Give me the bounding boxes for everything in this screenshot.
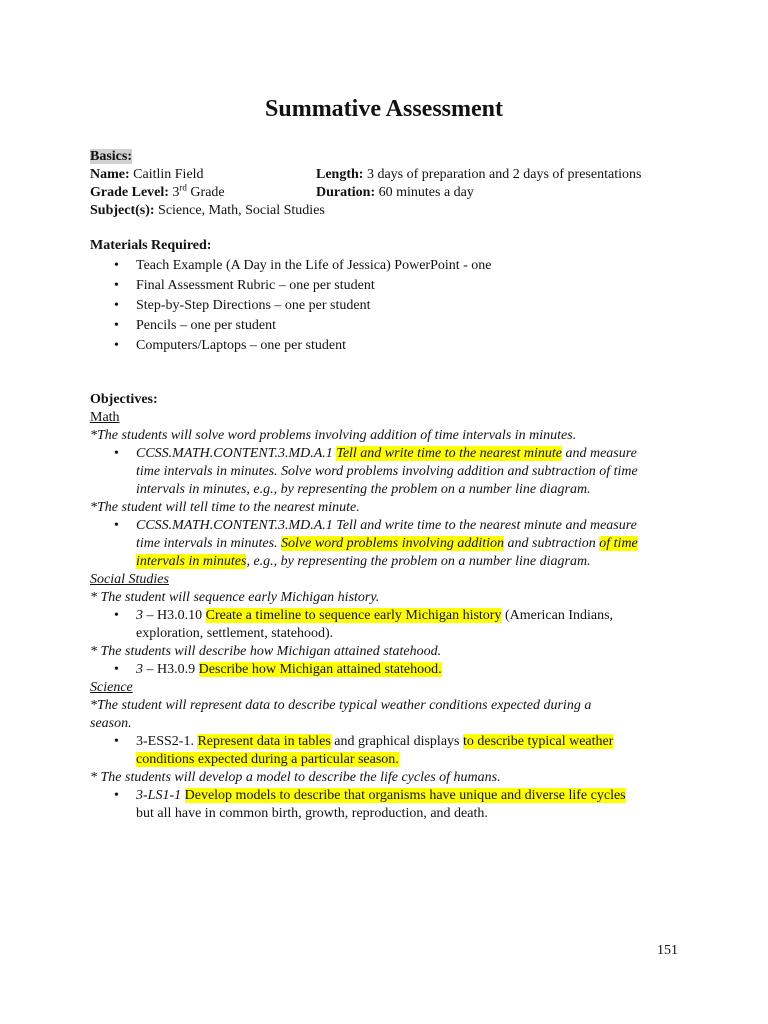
bullet-icon: • xyxy=(114,518,119,533)
highlighted-text: Describe how Michigan attained statehood. xyxy=(198,662,442,677)
list-item: • 3 – H3.0.9 Describe how Michigan attained statehood. xyxy=(114,662,442,677)
length-value: 3 days of preparation and 2 days of presentations xyxy=(363,167,642,182)
materials-list xyxy=(90,257,690,357)
highlighted-text: Tell and write time to the nearest minute xyxy=(336,446,562,461)
name-label: Name: xyxy=(90,167,130,182)
page-title: Summative Assessment xyxy=(265,96,503,122)
list-item: • 3-ESS2-1. Represent data in tables and graphical displays to describe typical weather conditions expected during a particular season. xyxy=(114,734,614,767)
grade-level-suffix: Grade xyxy=(186,185,225,200)
social-standards-list-1 xyxy=(90,607,690,643)
bullet-icon: • xyxy=(114,258,119,273)
science-objective-1-line-1: *The student will represent data to describe typical weather conditions expected during a xyxy=(90,698,592,713)
highlighted-text: conditions expected during a particular season. xyxy=(136,752,399,767)
bullet-icon: • xyxy=(114,608,119,623)
bullet-icon: • xyxy=(114,278,119,293)
name-value: Caitlin Field xyxy=(129,167,204,182)
page-number: 151 xyxy=(657,943,678,958)
social-objective-1: * The student will sequence early Michigan history. xyxy=(90,590,380,605)
highlighted-text: Create a timeline to sequence early Michigan history xyxy=(205,608,502,623)
bullet-icon: • xyxy=(114,298,119,313)
math-standards-list-2 xyxy=(90,517,690,571)
science-standards-list-1 xyxy=(90,733,690,769)
social-standards-list-2 xyxy=(90,661,690,679)
highlighted-text: of time xyxy=(599,536,638,551)
social-studies-heading: Social Studies xyxy=(90,572,169,587)
objectives-heading: Objectives: xyxy=(90,392,158,407)
science-objective-2: * The students will develop a model to describe the life cycles of humans. xyxy=(90,770,501,785)
math-objective-2: *The student will tell time to the nearest minute. xyxy=(90,500,360,515)
science-standards-list-2 xyxy=(90,787,690,823)
science-heading: Science xyxy=(90,680,133,695)
list-item: • Computers/Laptops – one per student xyxy=(114,338,346,353)
bullet-icon: • xyxy=(114,788,119,803)
list-item: • 3-LS1-1 Develop models to describe that organisms have unique and diverse life cycles but all have in common birth, growth, reproduction, and death. xyxy=(114,788,626,821)
highlighted-text: Develop models to describe that organisms have unique and diverse life cycles xyxy=(184,788,626,803)
list-item: • Step-by-Step Directions – one per student xyxy=(114,298,371,313)
subjects-label: Subject(s): xyxy=(90,203,155,218)
objectives-section xyxy=(90,391,690,823)
basics-section xyxy=(90,148,690,220)
materials-section xyxy=(90,237,690,357)
social-objective-2: * The students will describe how Michigan attained statehood. xyxy=(90,644,442,659)
bullet-icon: • xyxy=(114,662,119,677)
math-standards-list-1 xyxy=(90,445,690,499)
list-item: • 3 – H3.0.10 Create a timeline to sequence early Michigan history (American Indians, exploration, settlement, statehood). xyxy=(114,608,614,641)
list-item: • CCSS.MATH.CONTENT.3.MD.A.1 Tell and write time to the nearest minute and measure time intervals in minutes. Solve word problems involving addition and subtraction of time intervals in minutes, e.g., by representing the problem on a number line diagram. xyxy=(114,446,638,497)
highlighted-text: to describe typical weather xyxy=(462,734,614,749)
highlighted-text: intervals in minutes xyxy=(136,554,247,569)
list-item: • Final Assessment Rubric – one per student xyxy=(114,278,375,293)
bullet-icon: • xyxy=(114,734,119,749)
bullet-icon: • xyxy=(114,446,119,461)
duration-label: Duration: xyxy=(316,185,376,200)
highlighted-text: Solve word problems involving addition xyxy=(281,536,504,551)
bullet-icon: • xyxy=(114,318,119,333)
math-objective-1: *The students will solve word problems involving addition of time intervals in minutes. xyxy=(90,428,577,443)
bullet-icon: • xyxy=(114,338,119,353)
math-heading: Math xyxy=(90,410,120,425)
subjects-value: Science, Math, Social Studies xyxy=(154,203,325,218)
list-item: • Pencils – one per student xyxy=(114,318,276,333)
basics-heading: Basics: xyxy=(90,149,132,164)
list-item: • CCSS.MATH.CONTENT.3.MD.A.1 Tell and write time to the nearest minute and measure time intervals in minutes. Solve word problems involving addition and subtraction of time intervals in minutes, e.g., by representing the problem on a number line diagram. xyxy=(114,518,638,569)
grade-level-label: Grade Level: xyxy=(90,185,169,200)
science-objective-1-line-2: season. xyxy=(90,716,132,731)
length-label: Length: xyxy=(316,167,364,182)
duration-value: 60 minutes a day xyxy=(375,185,474,200)
grade-level-superscript: rd xyxy=(179,182,187,193)
grade-level-number: 3 xyxy=(168,185,180,200)
list-item: • Teach Example (A Day in the Life of Jessica) PowerPoint - one xyxy=(114,258,492,273)
highlighted-text: Represent data in tables xyxy=(197,734,331,749)
materials-heading: Materials Required: xyxy=(90,238,212,253)
